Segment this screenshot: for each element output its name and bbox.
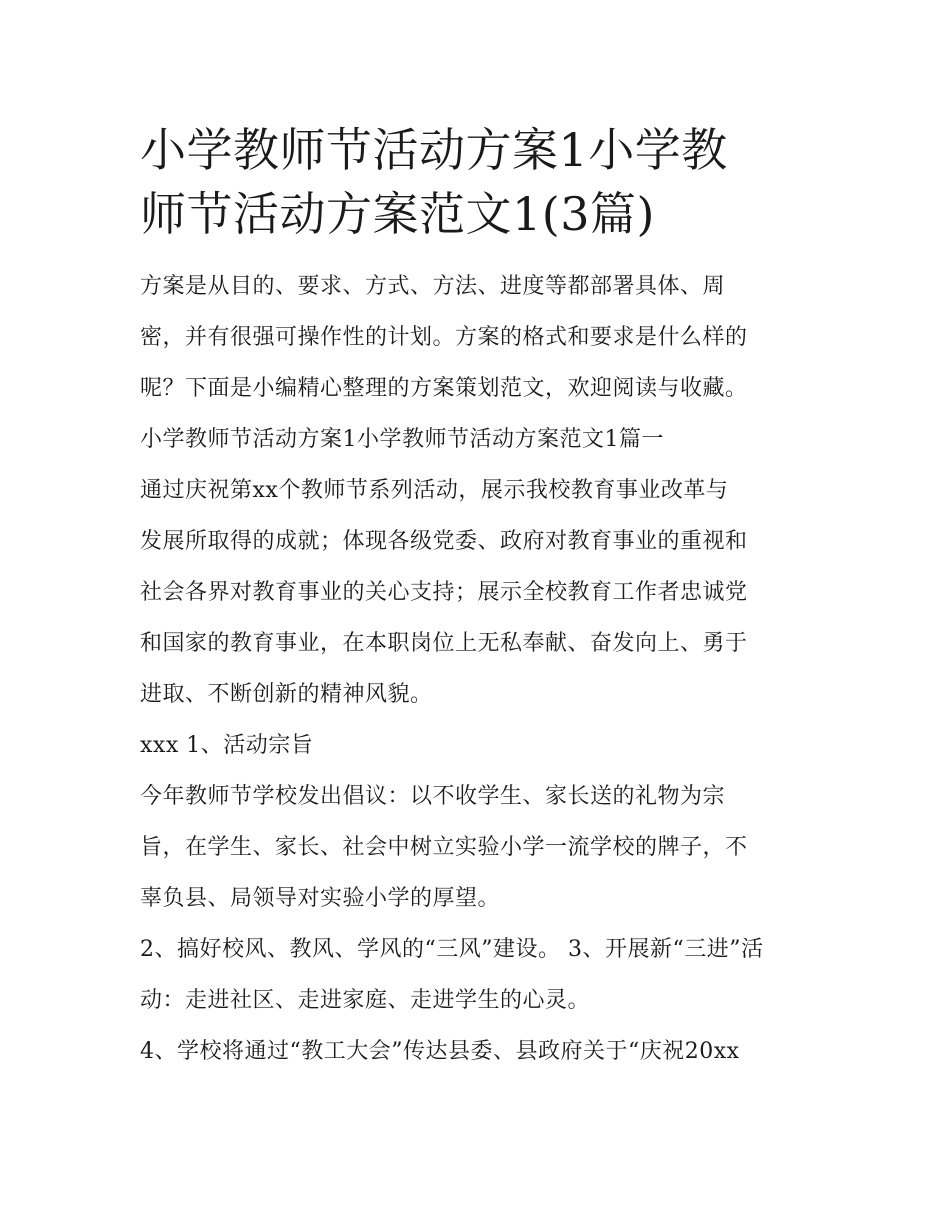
- text-line: 4、学校将通过“教工大会”传达县委、县政府关于“庆祝20xx: [140, 1039, 740, 1064]
- text-line: 社会各界对教育事业的关心支持；展示全校教育工作者忠诚党: [140, 580, 748, 605]
- body-paragraph: [140, 1033, 820, 1071]
- text-line: 通过庆祝第xx个教师节系列活动，展示我校教育事业改革与: [140, 478, 729, 503]
- text-line: 今年教师节学校发出倡议：以不收学生、家长送的礼物为宗: [140, 784, 726, 809]
- document-title: [140, 118, 820, 246]
- text-line: 和国家的教育事业，在本职岗位上无私奉献、奋发向上、勇于: [140, 631, 748, 656]
- title-line: 师节活动方案范文1(3篇): [140, 187, 655, 241]
- text-line: 小学教师节活动方案1小学教师节活动方案范文1篇一: [140, 427, 664, 452]
- title-line: 小学教师节活动方案1小学教: [140, 123, 728, 177]
- text-line: 呢？下面是小编精心整理的方案策划范文，欢迎阅读与收藏。: [140, 376, 748, 401]
- body-paragraph: [140, 931, 820, 1020]
- text-line: 发展所取得的成就；体现各级党委、政府对教育事业的重视和: [140, 529, 748, 554]
- text-line: 方案是从目的、要求、方式、方法、进度等都部署具体、周: [140, 274, 726, 299]
- text-line: 进取、不断创新的精神风貌。: [140, 682, 433, 707]
- section-heading: [140, 421, 820, 459]
- body-paragraph: [140, 778, 820, 918]
- section-heading: [140, 727, 820, 765]
- text-line: 密，并有很强可操作性的计划。方案的格式和要求是什么样的: [140, 325, 748, 350]
- text-line: 旨，在学生、家长、社会中树立实验小学一流学校的牌子，不: [140, 835, 748, 860]
- text-line: xxx 1、活动宗旨: [140, 733, 314, 758]
- intro-paragraph: [140, 268, 820, 408]
- text-line: 2、搞好校风、教风、学风的“三风”建设。 3、开展新“三进”活: [140, 937, 764, 962]
- text-line: 动：走进社区、走进家庭、走进学生的心灵。: [140, 988, 591, 1013]
- body-paragraph: [140, 472, 820, 714]
- text-line: 辜负县、局领导对实验小学的厚望。: [140, 886, 501, 911]
- document-body: [140, 118, 820, 1084]
